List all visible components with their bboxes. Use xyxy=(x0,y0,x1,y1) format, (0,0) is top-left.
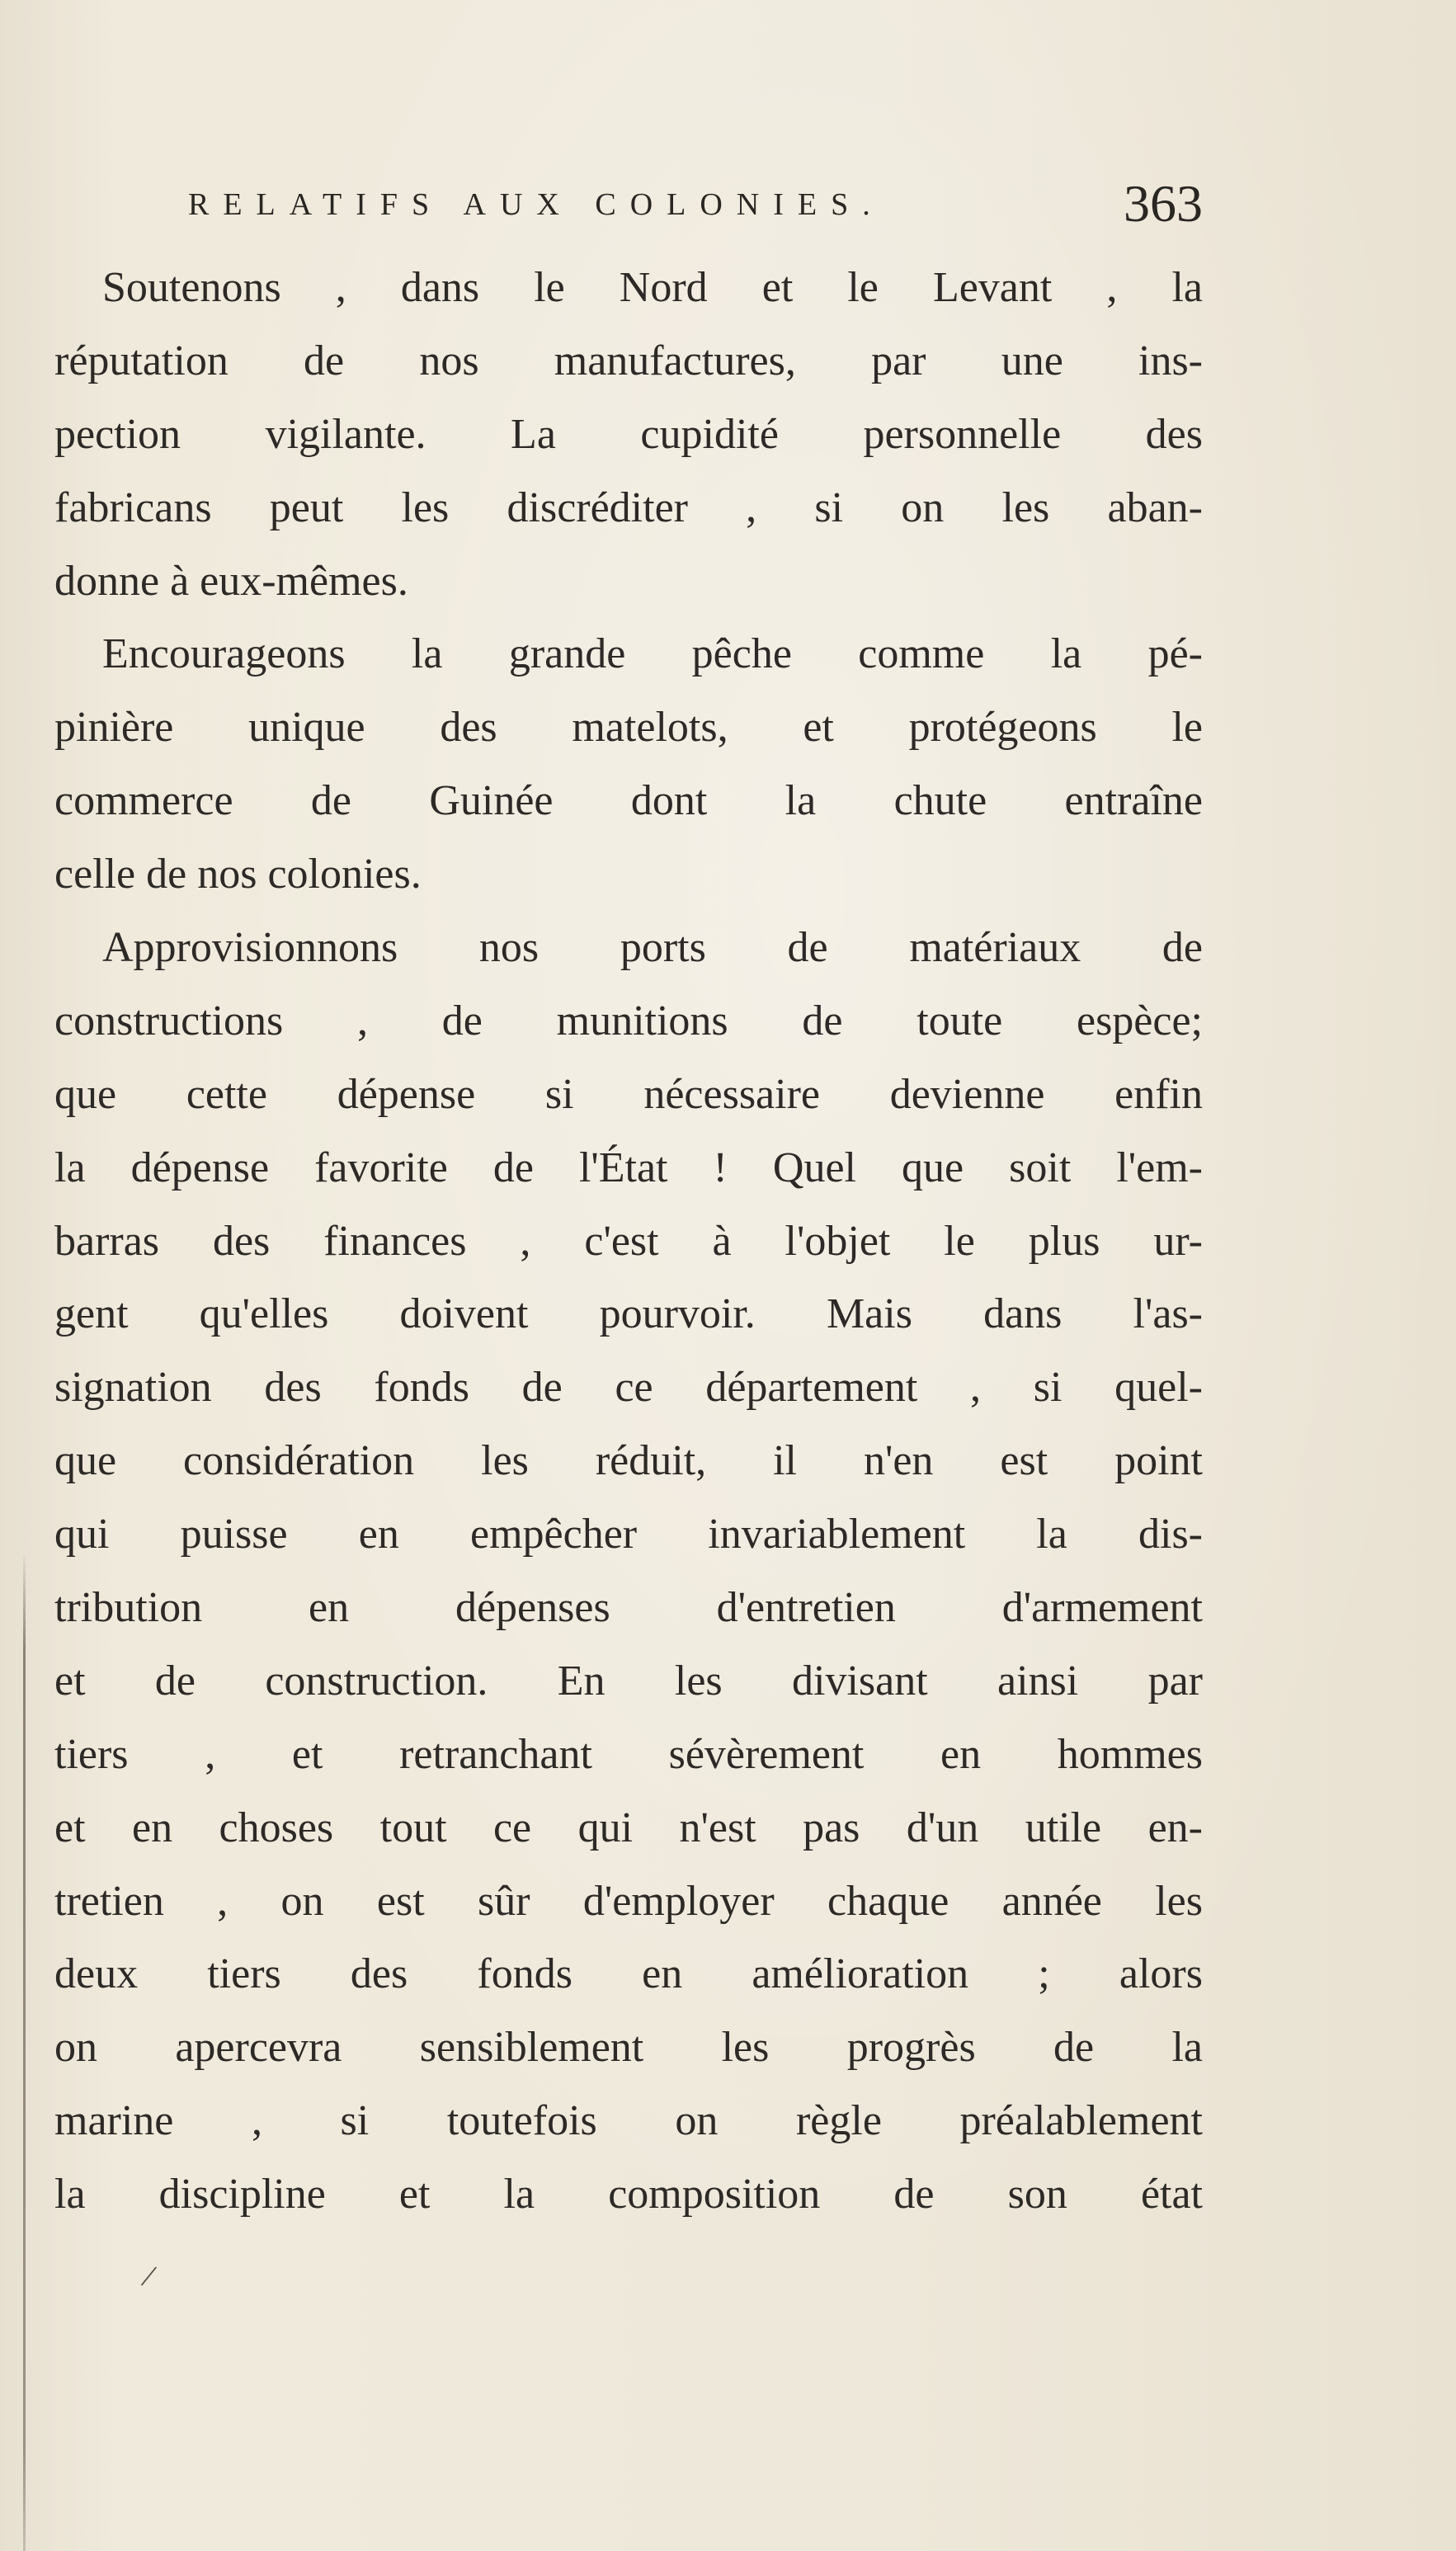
text-line: tiers , et retranchant sévèrement en hommes xyxy=(54,1730,1203,1778)
paragraph-2 xyxy=(54,618,1203,912)
text-line: tribution en dépenses d'entretien d'armement xyxy=(54,1584,1203,1632)
text-line: pinière unique des matelots, et protégeons le xyxy=(54,704,1203,752)
text-line: Approvisionnons nos ports de matériaux de xyxy=(102,924,1203,972)
text-line: marine , si toutefois on règle préalablement xyxy=(54,2097,1203,2145)
text-line: qui puisse en empêcher invariablement la dis- xyxy=(54,1511,1203,1558)
text-line: la discipline et la composition de son état xyxy=(54,2171,1203,2219)
text-line: gent qu'elles doivent pourvoir. Mais dans l'as- xyxy=(54,1290,1203,1338)
binding-edge xyxy=(23,1551,26,2551)
text-line: la dépense favorite de l'État ! Quel que soit l'em- xyxy=(54,1143,1203,1191)
text-line: réputation de nos manufactures, par une ins- xyxy=(54,337,1203,384)
stray-ink-mark: / xyxy=(138,2256,160,2295)
text-line: fabricans peut les discréditer , si on les aban- xyxy=(54,483,1203,531)
text-line: Soutenons , dans le Nord et le Levant , la xyxy=(102,264,1203,311)
paragraph-3 xyxy=(54,912,1203,2232)
page-number: 363 xyxy=(1124,174,1203,233)
text-line: pection vigilante. La cupidité personnelle des xyxy=(54,410,1203,458)
text-line: deux tiers des fonds en amélioration ; alors xyxy=(54,1950,1203,1998)
text-line: et de construction. En les divisant ainsi par xyxy=(54,1657,1203,1705)
text-line: et en choses tout ce qui n'est pas d'un utile en- xyxy=(54,1804,1203,1851)
text-line: Encourageons la grande pêche comme la pé- xyxy=(102,630,1203,678)
text-line: barras des finances , c'est à l'objet le plus ur- xyxy=(54,1217,1203,1265)
paragraph-1 xyxy=(54,252,1203,618)
text-line: commerce de Guinée dont la chute entraîne xyxy=(54,777,1203,825)
text-line: celle de nos colonies. xyxy=(54,851,422,898)
text-line: que cette dépense si nécessaire devienne enfin xyxy=(54,1070,1203,1118)
text-line: on apercevra sensiblement les progrès de la xyxy=(54,2024,1203,2072)
text-line: signation des fonds de ce département , si quel- xyxy=(54,1364,1203,1412)
running-title: RELATIFS AUX COLONIES. xyxy=(188,187,884,222)
text-line: donne à eux-mêmes. xyxy=(54,557,408,605)
text-line: tretien , on est sûr d'employer chaque année les xyxy=(54,1877,1203,1925)
body-text xyxy=(54,252,1203,2232)
text-line: constructions , de munitions de toute espèce; xyxy=(54,997,1203,1044)
text-line: que considération les réduit, il n'en est point xyxy=(54,1437,1203,1485)
page-header xyxy=(188,173,1203,239)
